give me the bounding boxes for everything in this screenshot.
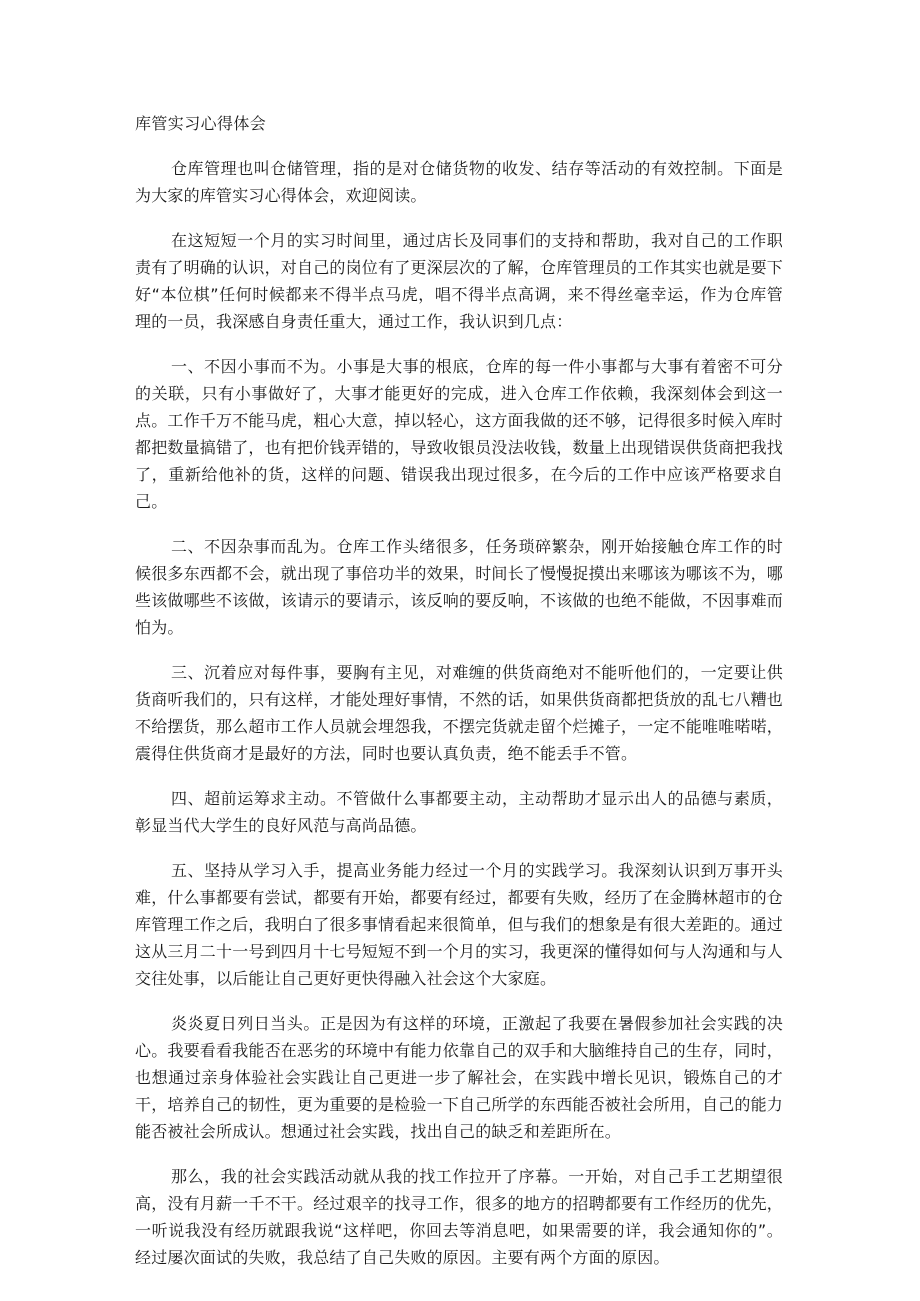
- paragraph-intro: 仓库管理也叫仓储管理，指的是对仓储货物的收发、结存等活动的有效控制。下面是为大家的库管实习心得体会，欢迎阅读。: [135, 159, 783, 205]
- paragraph-point-five: 五、坚持从学习入手，提高业务能力经过一个月的实践学习。我深刻认识到万事开头难，什么事都要有尝试，都要有开始，都要有经过，都要有失败，经历了在金腾林超市的仓库管理工作之后，我明白了很多事情看起来很简单，但与我们的想象是有很大差距的。通过这从三月二十一号到四月十七号短短不到一个月的实习，我更深的懂得如何与人沟通和与人交往处事，以后能让自己更好更快得融入社会这个大家庭。: [135, 861, 784, 988]
- paragraph-point-three: 三、沉着应对每件事，要胸有主见，对难缠的供货商绝对不能听他们的，一定要让供货商听我们的，只有这样，才能处理好事情，不然的话，如果供货商都把货放的乱七八糟也不给摆货，那么超市工作人员就会埋怨我，不摆完货就走留个烂摊子，一定不能唯唯喏喏，震得住供货商才是最好的方法，同时也要认真负责，绝不能丢手不管。: [135, 663, 784, 763]
- paragraph-point-one: 一、不因小事而不为。小事是大事的根底，仓库的每一件小事都与大事有着密不可分的关联，只有小事做好了，大事才能更好的完成，进入仓库工作依赖，我深刻体会到这一点。工作千万不能马虎，粗心大意，掉以轻心，这方面我做的还不够，记得很多时候入库时都把数量搞错了，也有把价钱弄错的，导致收银员没法收钱，数量上出现错误供货商把我找了，重新给他补的货，这样的问题、错误我出现过很多，在今后的工作中应该严格要求自己。: [135, 357, 784, 511]
- paragraph-job-search: 那么，我的社会实践活动就从我的找工作拉开了序幕。一开始，对自己手工艺期望很高，没有月薪一千不干。经过艰辛的找寻工作，很多的地方的招聘都要有工作经历的优先，一听说我没有经历就跟我说“这样吧，你回去等消息吧，如果需要的详，我会通知你的”。经过屡次面试的失败，我总结了自己失败的原因。主要有两个方面的原因。: [135, 1167, 784, 1267]
- document-title: 库管实习心得体会: [135, 114, 267, 133]
- document-body: [135, 155, 783, 1289]
- paragraph-point-two: 二、不因杂事而乱为。仓库工作头绪很多，任务琐碎繁杂，刚开始接触仓库工作的时候很多东西都不会，就出现了事倍功半的效果，时间长了慢慢捉摸出来哪该为哪该不为，哪些该做哪些不该做，该请示的要请示，该反响的要反响，不该做的也绝不能做，不因事难而怕为。: [135, 537, 784, 637]
- paragraph-point-four: 四、超前运筹求主动。不管做什么事都要主动，主动帮助才显示出人的品德与素质，彰显当代大学生的良好风范与高尚品德。: [135, 789, 783, 835]
- paragraph-overview: 在这短短一个月的实习时间里，通过店长及同事们的支持和帮助，我对自己的工作职责有了明确的认识，对自己的岗位有了更深层次的了解，仓库管理员的工作其实也就是要下好“本位棋”任何时候都来不得半点马虎，唱不得半点高调，来不得丝毫幸运，作为仓库管理的一员，我深感自身责任重大，通过工作，我认识到几点：: [135, 231, 784, 331]
- paragraph-summer: 炎炎夏日列日当头。正是因为有这样的环境，正激起了我要在暑假参加社会实践的决心。我要看看我能否在恶劣的环境中有能力依靠自己的双手和大脑维持自己的生存，同时，也想通过亲身体验社会实践让自己更进一步了解社会，在实践中增长见识，锻炼自己的才干，培养自己的韧性，更为重要的是检验一下自己所学的东西能否被社会所用，自己的能力能否被社会所成认。想通过社会实践，找出自己的缺乏和差距所在。: [135, 1014, 784, 1141]
